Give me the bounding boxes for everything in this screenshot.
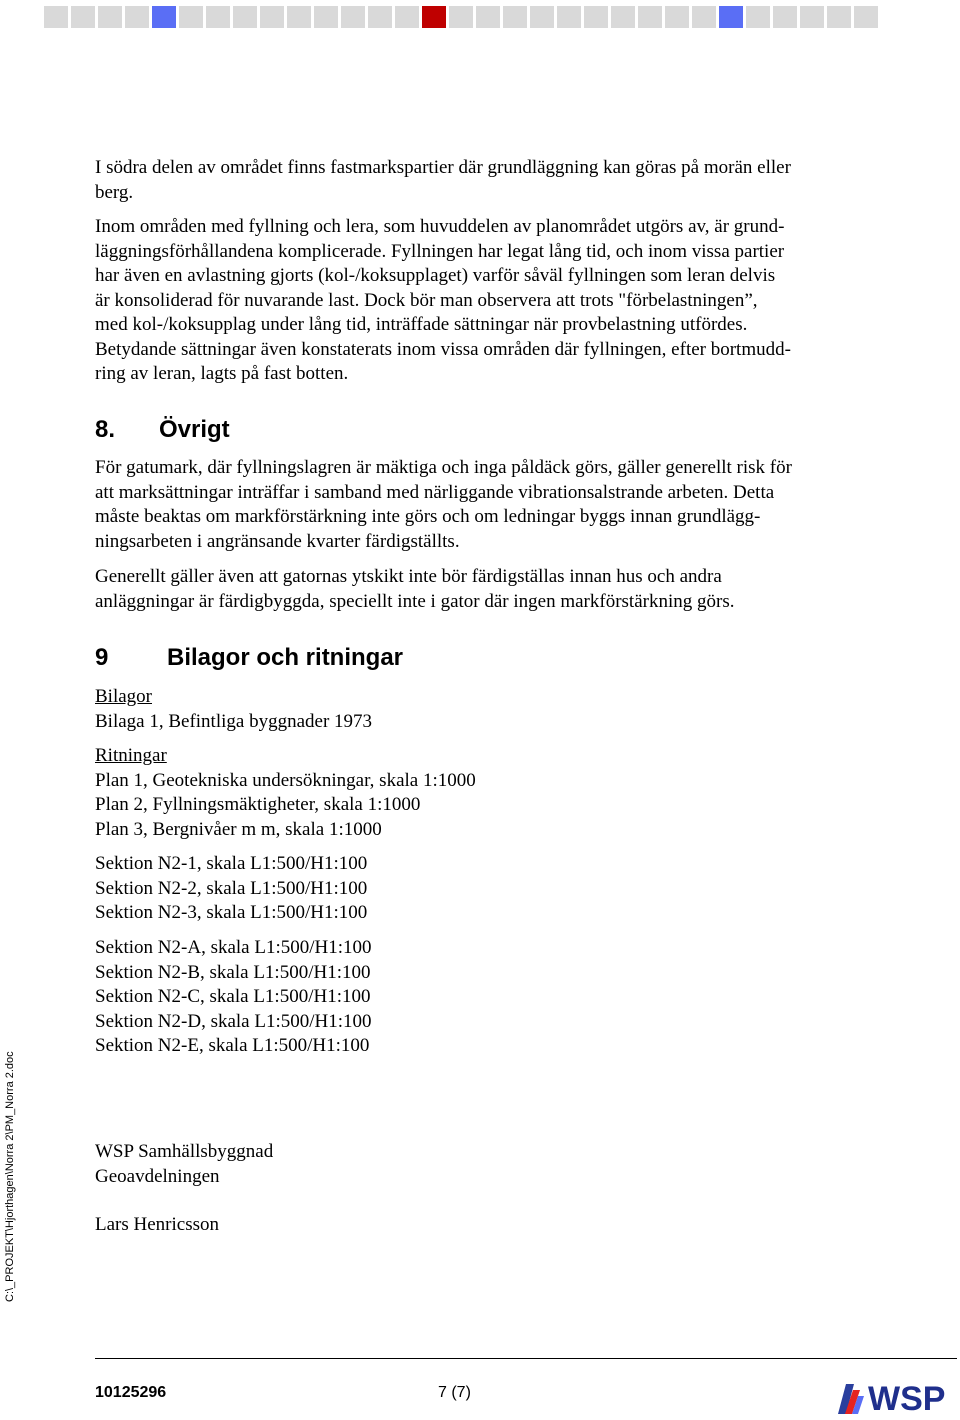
logo-text: WSP bbox=[868, 1380, 946, 1416]
text-line: att marksättningar inträffar i samband med närliggande vibrationsalstrande arbeten. Detta bbox=[95, 481, 775, 503]
color-square bbox=[611, 6, 635, 28]
color-square bbox=[800, 6, 824, 28]
color-square bbox=[719, 6, 743, 28]
bilagor-heading: Bilagor bbox=[95, 686, 152, 707]
color-square bbox=[692, 6, 716, 28]
color-square bbox=[206, 6, 230, 28]
signature-name: Lars Henricsson bbox=[95, 1214, 219, 1235]
section-item: Sektion N2-E, skala L1:500/H1:100 bbox=[95, 1035, 370, 1056]
text-line: läggningsförhållandena komplicerade. Fyllningen har legat lång tid, och inom vissa partier bbox=[95, 240, 785, 262]
text-line: med kol-/koksupplag under lång tid, inträffade sättningar när provbelastning utfördes. bbox=[95, 314, 748, 335]
color-square bbox=[746, 6, 770, 28]
color-square bbox=[44, 6, 68, 28]
org-name: WSP Samhällsbyggnad bbox=[95, 1141, 274, 1162]
section-8-paragraph-1 bbox=[95, 456, 895, 554]
color-square bbox=[368, 6, 392, 28]
color-square bbox=[449, 6, 473, 28]
text-line: anläggningar är färdigbyggda, speciellt inte i gator där ingen markförstärkning görs. bbox=[95, 590, 735, 612]
ritningar-heading: Ritningar bbox=[95, 745, 167, 766]
color-square bbox=[665, 6, 689, 28]
color-square bbox=[827, 6, 851, 28]
wsp-logo bbox=[836, 1374, 958, 1416]
section-title: Övrigt bbox=[159, 416, 230, 443]
text-line: Betydande sättningar även konstaterats inom vissa områden där fyllningen, efter bortmudd- bbox=[95, 338, 791, 360]
bilagor-block bbox=[95, 685, 895, 734]
dept-name: Geoavdelningen bbox=[95, 1165, 220, 1187]
signature-org bbox=[95, 1140, 895, 1189]
color-square bbox=[260, 6, 284, 28]
section-title: Bilagor och ritningar bbox=[167, 644, 404, 671]
color-square bbox=[152, 6, 176, 28]
section-list-numbered bbox=[95, 852, 895, 926]
text-line: är konsoliderad för nuvarande last. Dock bör man observera att trots "förbelastningen”, bbox=[95, 289, 758, 311]
intro-section bbox=[95, 156, 885, 387]
document-number: 10125296 bbox=[95, 1384, 167, 1401]
section-list-lettered bbox=[95, 936, 895, 1059]
color-square bbox=[233, 6, 257, 28]
section-item: Sektion N2-1, skala L1:500/H1:100 bbox=[95, 853, 368, 874]
section-item: Sektion N2-C, skala L1:500/H1:100 bbox=[95, 986, 371, 1007]
plan-item: Plan 2, Fyllningsmäktigheter, skala 1:1000 bbox=[95, 794, 421, 815]
plan-item: Plan 3, Bergnivåer m m, skala 1:1000 bbox=[95, 818, 382, 840]
text-line: ring av leran, lagts på fast botten. bbox=[95, 363, 349, 384]
color-square bbox=[638, 6, 662, 28]
color-square bbox=[341, 6, 365, 28]
logo-mark-icon bbox=[838, 1384, 864, 1414]
color-square bbox=[71, 6, 95, 28]
section-item: Sektion N2-3, skala L1:500/H1:100 bbox=[95, 902, 368, 923]
color-square bbox=[503, 6, 527, 28]
section-item: Sektion N2-B, skala L1:500/H1:100 bbox=[95, 961, 371, 983]
color-square bbox=[287, 6, 311, 28]
color-square bbox=[476, 6, 500, 28]
color-square bbox=[773, 6, 797, 28]
text-line: måste beaktas om markförstärkning inte görs och om ledningar byggs innan grundlägg- bbox=[95, 506, 761, 527]
color-square bbox=[422, 6, 446, 28]
color-square bbox=[395, 6, 419, 28]
color-square bbox=[557, 6, 581, 28]
intro-paragraph-2 bbox=[95, 215, 885, 387]
footer-divider bbox=[95, 1358, 957, 1359]
text-line: ningsarbeten i angränsande kvarter färdigställts. bbox=[95, 530, 460, 552]
section-item: Sektion N2-2, skala L1:500/H1:100 bbox=[95, 877, 368, 899]
plan-item: Plan 1, Geotekniska undersökningar, skala 1:1000 bbox=[95, 769, 476, 791]
text-line: Inom områden med fyllning och lera, som huvuddelen av planområdet utgörs av, är grund- bbox=[95, 216, 785, 237]
file-path-label: C:\_PROJEKT\Hjorthagen\Norra 2\PM_Norra 2.doc bbox=[4, 1051, 16, 1302]
text-line: För gatumark, där fyllningslagren är mäktiga och inga påldäck görs, gäller generellt risk för bbox=[95, 457, 792, 478]
color-square bbox=[125, 6, 149, 28]
color-square bbox=[530, 6, 554, 28]
text-line: har även en avlastning gjorts (kol-/koksupplaget) varför såväl fyllningen som leran delvis bbox=[95, 265, 776, 286]
text-line: I södra delen av området finns fastmarkspartier där grundläggning kan göras på morän eller bbox=[95, 157, 791, 178]
section-item: Sektion N2-D, skala L1:500/H1:100 bbox=[95, 1010, 372, 1032]
text-line: Generellt gäller även att gatornas ytskikt inte bör färdigställas innan hus och andra bbox=[95, 566, 722, 587]
ritningar-block bbox=[95, 744, 895, 842]
section-8-heading bbox=[95, 416, 230, 444]
section-item: Sektion N2-A, skala L1:500/H1:100 bbox=[95, 937, 372, 958]
bilaga-item: Bilaga 1, Befintliga byggnader 1973 bbox=[95, 710, 373, 732]
text-line: berg. bbox=[95, 181, 134, 203]
color-square bbox=[98, 6, 122, 28]
color-square bbox=[584, 6, 608, 28]
page-number: 7 (7) bbox=[438, 1384, 471, 1401]
color-square bbox=[314, 6, 338, 28]
color-square bbox=[179, 6, 203, 28]
color-square bbox=[854, 6, 878, 28]
intro-paragraph-1 bbox=[95, 156, 885, 205]
section-number: 9 bbox=[95, 644, 109, 671]
section-9-heading bbox=[95, 644, 403, 672]
section-8-paragraph-2 bbox=[95, 565, 895, 614]
section-number: 8. bbox=[95, 416, 116, 443]
header-color-bar bbox=[44, 6, 878, 28]
